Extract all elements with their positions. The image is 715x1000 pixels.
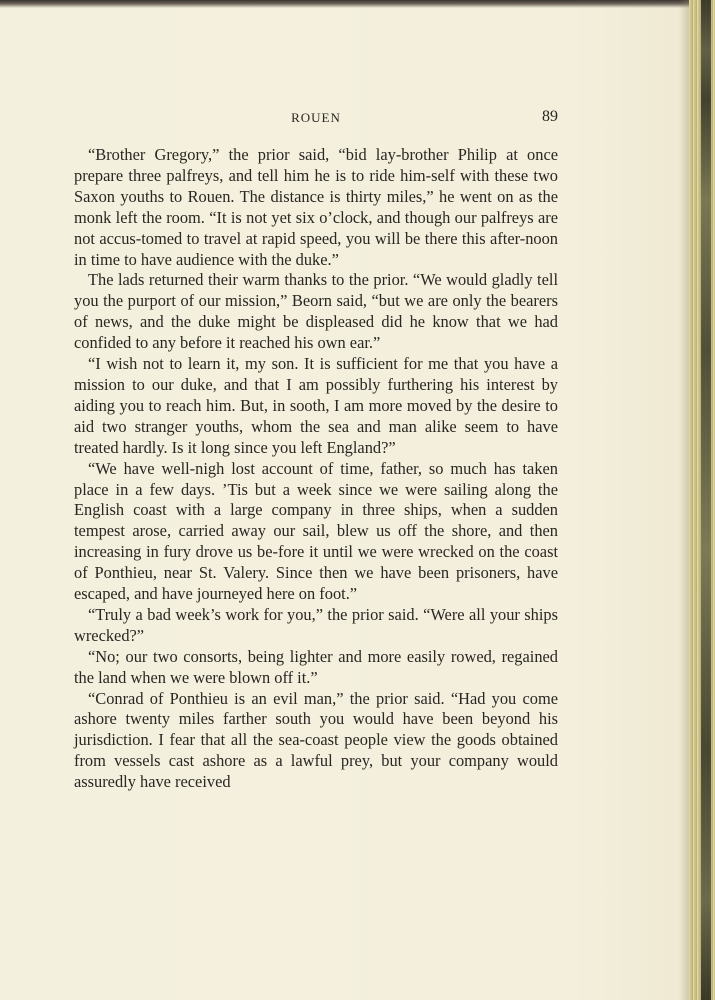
paragraph: “I wish not to learn it, my son. It is sufficient for me that you have a mission to our duke, and that I am possibly furthering his interest by aiding you to reach him. But, in sooth, I am more moved by the desire to aid two stranger youths, whom the sea and man alike seem to have treated hardly. Is it long since you left England?” bbox=[74, 354, 558, 457]
paragraph: “Brother Gregory,” the prior said, “bid lay-brother Philip at once prepare three palfreys, and tell him he is to ride him-self with these two Saxon youths to Rouen. The distance is thirty miles,” he went on as the monk left the room. “It is not yet six o’clock, and though our palfreys are not accus-tomed to travel at rapid speed, you will be there this after-noon in time to have audience with the duke.” bbox=[74, 145, 558, 269]
body-text bbox=[74, 145, 558, 793]
page-header bbox=[74, 108, 558, 128]
page-number: 89 bbox=[542, 108, 558, 125]
page-top-edge bbox=[0, 0, 715, 8]
paragraph: “No; our two consorts, being lighter and more easily rowed, regained the land when we were blown off it.” bbox=[74, 646, 558, 687]
paragraph: “We have well-nigh lost account of time, father, so much has taken place in a few days. ’Tis but a week since we were sailing along the English coast with a large company in three ships, when a sudden tempest arose, carried away our sail, blew us off the shore, and then increasing in fury drove us be-fore it until we were wrecked on the coast of Ponthieu, near St. Valery. Since then we have been prisoners, have escaped, and have journeyed here on foot.” bbox=[74, 458, 558, 604]
paragraph: “Conrad of Ponthieu is an evil man,” the prior said. “Had you come ashore twenty miles farther south you would have been beyond his jurisdiction. I fear that all the sea-coast people view the goods obtained from vessels cast ashore as a lawful prey, but your company would assuredly have received bbox=[74, 688, 558, 792]
running-head: ROUEN bbox=[291, 110, 341, 125]
paragraph: “Truly a bad week’s work for you,” the prior said. “Were all your ships wrecked?” bbox=[74, 604, 558, 645]
paragraph: The lads returned their warm thanks to the prior. “We would gladly tell you the purport of our mission,” Beorn said, “but we are only the bearers of news, and the duke might be displeased did he know that we had confided to any before it reached his own ear.” bbox=[74, 270, 558, 353]
book-spine-binding bbox=[701, 0, 711, 1000]
gutter-shadow bbox=[679, 0, 689, 1000]
